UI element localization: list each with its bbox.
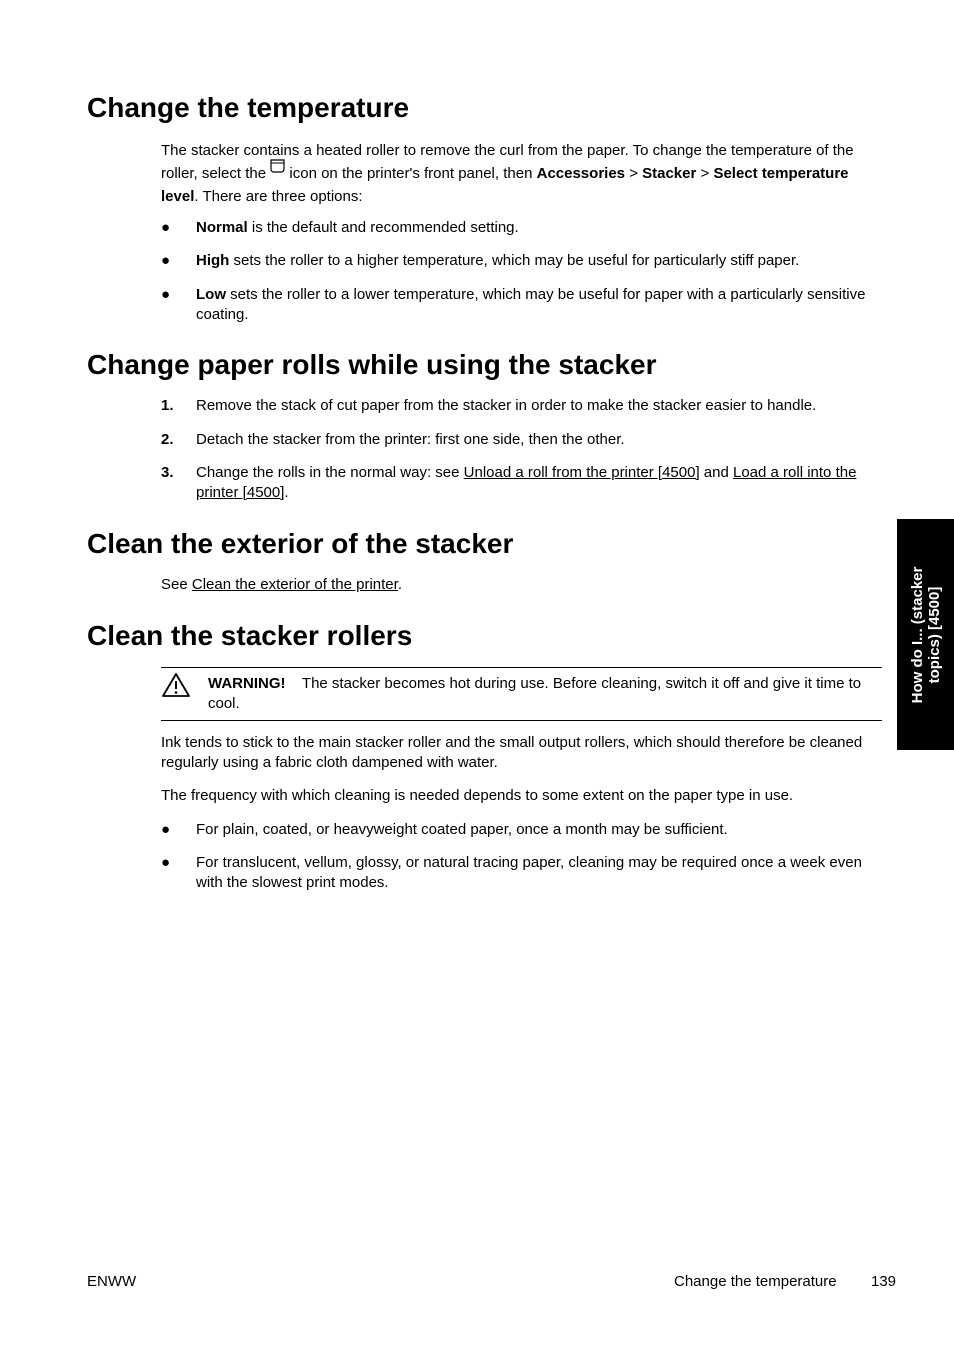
manual-page: Change the temperature The stacker contains a heated roller to remove the curl from the paper. To change the temperature of the roller, select the icon on the printer's front panel, then Accessories > Stacker > Select temperature level. There are three options: ● Normal is the default and recommended setting. ● High sets the roller to a higher temperature, which may be useful for particularly stiff paper. ● Low sets the roller to a lower temperature, which may be useful for paper with a particularly sensitive coating. Change paper rolls while using the stacker 1. Remove the stack of cut paper from the stacker in order to make the stacker easier to handle. 2. Detach the stacker from the printer: first one side, then the other. 3. Change the rolls in the normal way: see Unload a roll from the printer [4500] and Load a roll into the printer [4500]. Clean the exterior of the stacker See Clean the exterior of the printer. Clean the stacker rollers WARNING! The stacker becomes hot during use. Before cleaning, switch it off and give it time to cool. Ink tends to stick to the main stacker roller and the small output rollers, which should therefore be cleaned regularly using a fabric cloth dampened with water. The frequency with which cleaning is needed depends to some extent on the paper type in use. ● For plain, coated, or heavyweight coated paper, once a month may be sufficient. ● For translucent, vellum, glossy, or natural tracing paper, cleaning may be required once a week even with the slowest print modes. How do I... (stacker topics) [4500] ENWW Change the temperature 139 [0, 0, 954, 1351]
warning-triangle-icon [161, 672, 191, 698]
footer-page-number: 139 [871, 1273, 897, 1290]
warning-label: WARNING! [208, 675, 286, 692]
footer-left: ENWW [87, 1273, 137, 1290]
heading-change-temperature: Change the temperature [87, 92, 410, 123]
exterior-see-text: See Clean the exterior of the printer. [161, 576, 402, 593]
footer-section-title: Change the temperature [674, 1273, 837, 1290]
stacker-panel-icon [270, 157, 285, 171]
side-chapter-tab [897, 519, 954, 750]
heading-clean-exterior: Clean the exterior of the stacker [87, 528, 514, 559]
link-load-roll[interactable]: Load a roll into the printer [4500] [196, 464, 857, 501]
link-clean-exterior-printer[interactable]: Clean the exterior of the printer [191, 576, 398, 593]
rollers-paragraph-2: The frequency with which cleaning is needed depends to some extent on the paper type in use. [161, 787, 794, 804]
heading-change-paper-rolls: Change paper rolls while using the stacker [87, 349, 657, 380]
side-tab-label: How do I... (stacker topics) [4500] [908, 566, 943, 703]
warning-text: The stacker becomes hot during use. Before cleaning, switch it off and give it time to cool. [208, 675, 862, 712]
temperature-intro: The stacker contains a heated roller to remove the curl from the paper. To change the temperature of the roller, select the icon on the printer's front panel, then Accessories > Stacker > Select temperature level. There are three options: [161, 142, 854, 205]
heading-clean-rollers: Clean the stacker rollers [87, 620, 413, 651]
rollers-paragraph-1: Ink tends to stick to the main stacker roller and the small output rollers, which should therefore be cleaned regularly using a fabric cloth dampened with water. [161, 734, 863, 771]
warning-box [161, 667, 882, 721]
link-unload-roll[interactable]: Unload a roll from the printer [4500] [463, 464, 700, 481]
